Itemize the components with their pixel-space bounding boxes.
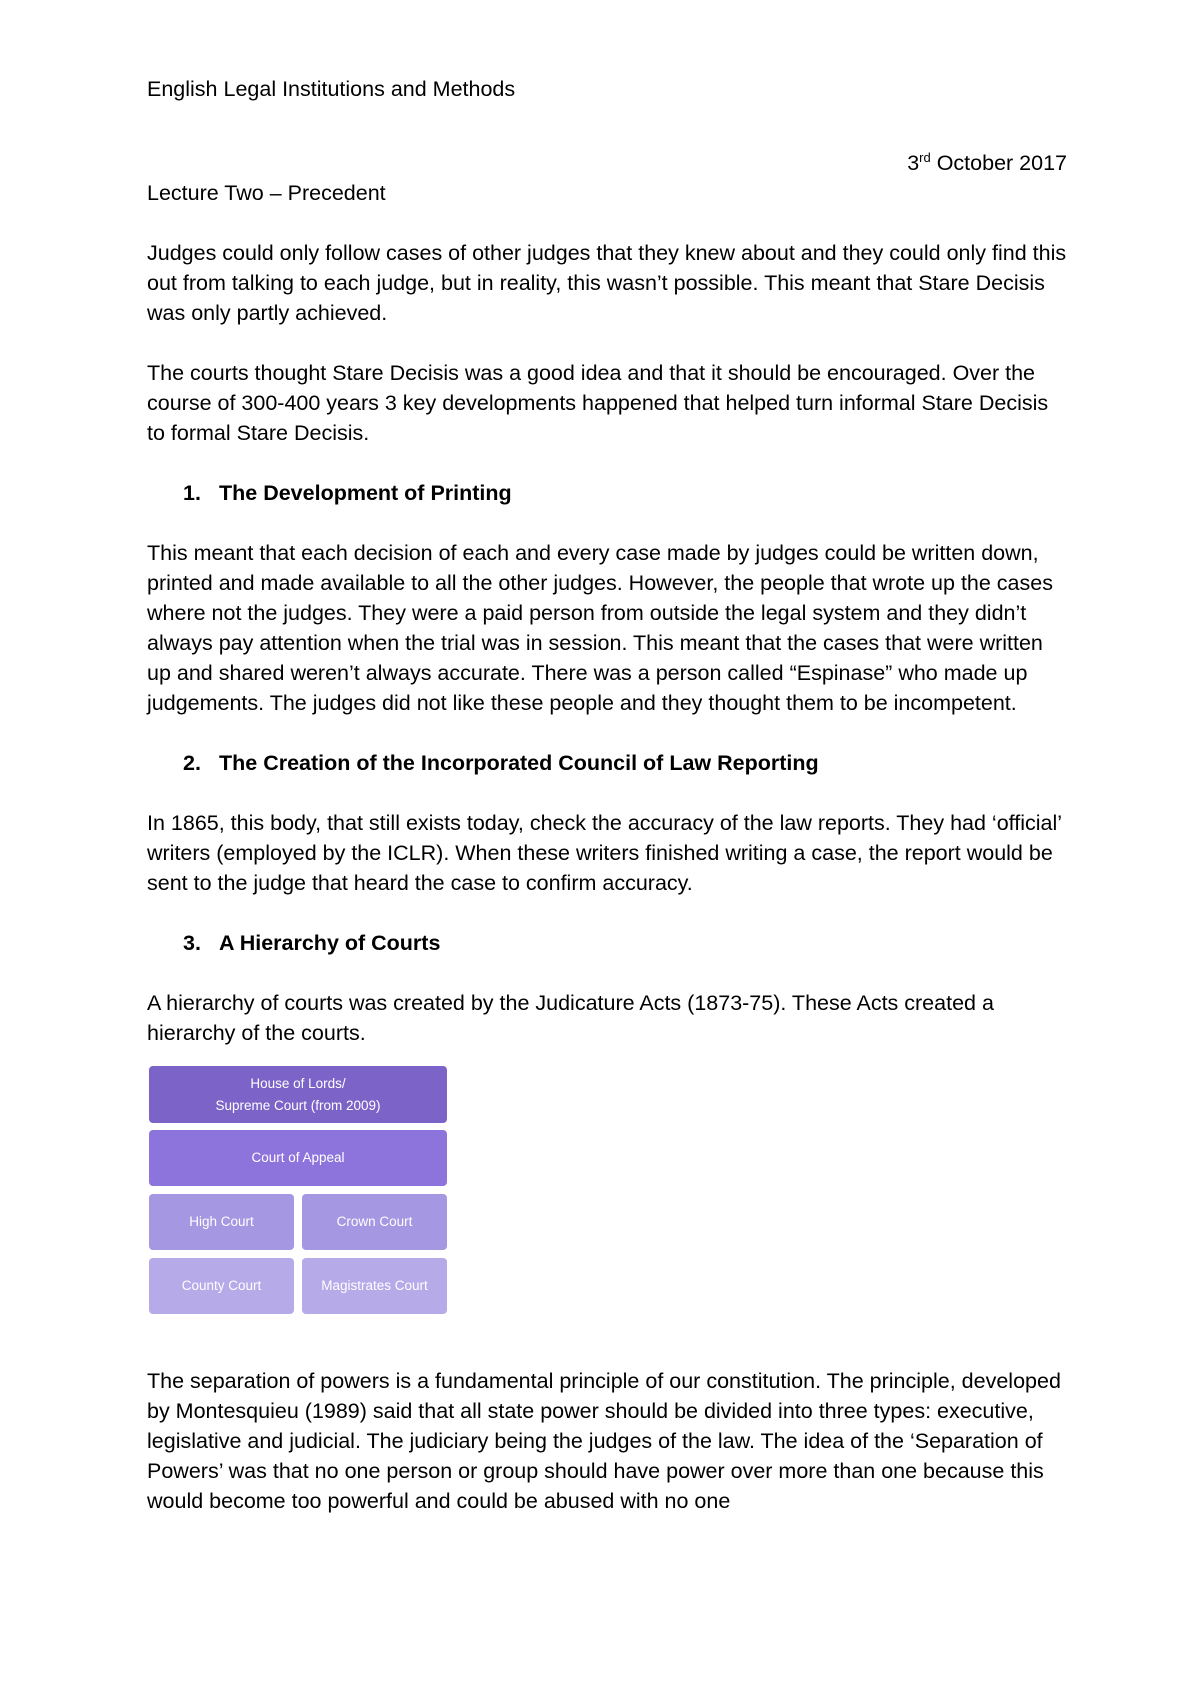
court-label-county: County Court bbox=[181, 1278, 262, 1293]
section-heading-hierarchy bbox=[147, 928, 1067, 958]
closing-paragraph: The separation of powers is a fundamental principle of our constitution. The principle, developed by Montesquieu (1989) said that all state power should be divided into three types: executive, legislative and judicial. The judiciary being the judges of the law. The idea of the ‘Separation of Powers’ was that no one person or group should have power over more than one because this would become too powerful and could be abused with no one bbox=[147, 1369, 1061, 1513]
section-number: 1. bbox=[183, 481, 201, 505]
court-box-high bbox=[149, 1194, 294, 1250]
section-body-iclr: In 1865, this body, that still exists today, check the accuracy of the law reports. They had ‘official’ writers (employed by the ICLR). When these writers finished writing a case, the report would be sent to the judge that heard the case to confirm accuracy. bbox=[147, 811, 1062, 895]
section-heading-printing bbox=[147, 478, 1067, 508]
court-label-appeal: Court of Appeal bbox=[251, 1150, 345, 1165]
section-number: 2. bbox=[183, 751, 201, 775]
date-suffix: rd bbox=[919, 149, 931, 165]
section-title: The Development of Printing bbox=[219, 481, 512, 505]
lecture-date bbox=[147, 148, 1067, 178]
section-title: The Creation of the Incorporated Council of Law Reporting bbox=[219, 751, 819, 775]
court-box-county bbox=[149, 1258, 294, 1314]
document-header-title: English Legal Institutions and Methods bbox=[147, 77, 516, 101]
intro-paragraph: Judges could only follow cases of other judges that they knew about and they could only find this out from talking to each judge, but in reality, this wasn’t possible. This meant that Stare Decisis was only partly achieved. bbox=[147, 241, 1067, 325]
court-label-magistrates: Magistrates Court bbox=[321, 1278, 428, 1293]
section-body-printing: This meant that each decision of each and every case made by judges could be written down, printed and made available to all the other judges. However, the people that wrote up the cases where not the judges. They were a paid person from outside the legal system and they didn’t always pay attention when the trial was in session. This meant that the cases that were written up and shared weren’t always accurate. There was a person called “Espinase” who made up judgements. The judges did not like these people and they thought them to be incompetent. bbox=[147, 541, 1053, 715]
court-box-crown bbox=[302, 1194, 447, 1250]
court-box-supreme bbox=[149, 1066, 447, 1123]
section-number: 3. bbox=[183, 931, 201, 955]
lecture-title: Lecture Two – Precedent bbox=[147, 181, 386, 205]
section-title: A Hierarchy of Courts bbox=[219, 931, 441, 955]
intro-paragraph: The courts thought Stare Decisis was a good idea and that it should be encouraged. Over the course of 300-400 years 3 key developments happened that helped turn informal Stare Decisis to formal Stare Decisis. bbox=[147, 361, 1049, 445]
court-label-supreme-line1: House of Lords/ bbox=[250, 1075, 346, 1091]
section-body-hierarchy: A hierarchy of courts was created by the Judicature Acts (1873-75). These Acts created a hierarchy of the courts. bbox=[147, 991, 994, 1045]
document-body bbox=[147, 74, 1067, 1546]
section-heading-iclr bbox=[147, 748, 1067, 778]
court-hierarchy-diagram bbox=[149, 1066, 449, 1318]
court-label-supreme-line2: Supreme Court (from 2009) bbox=[215, 1097, 381, 1113]
court-label-high: High Court bbox=[189, 1214, 254, 1229]
court-label-crown: Crown Court bbox=[336, 1214, 413, 1229]
court-box-magistrates bbox=[302, 1258, 447, 1314]
date-rest: October 2017 bbox=[930, 151, 1067, 175]
date-day: 3 bbox=[907, 151, 920, 175]
court-box-appeal bbox=[149, 1130, 447, 1186]
